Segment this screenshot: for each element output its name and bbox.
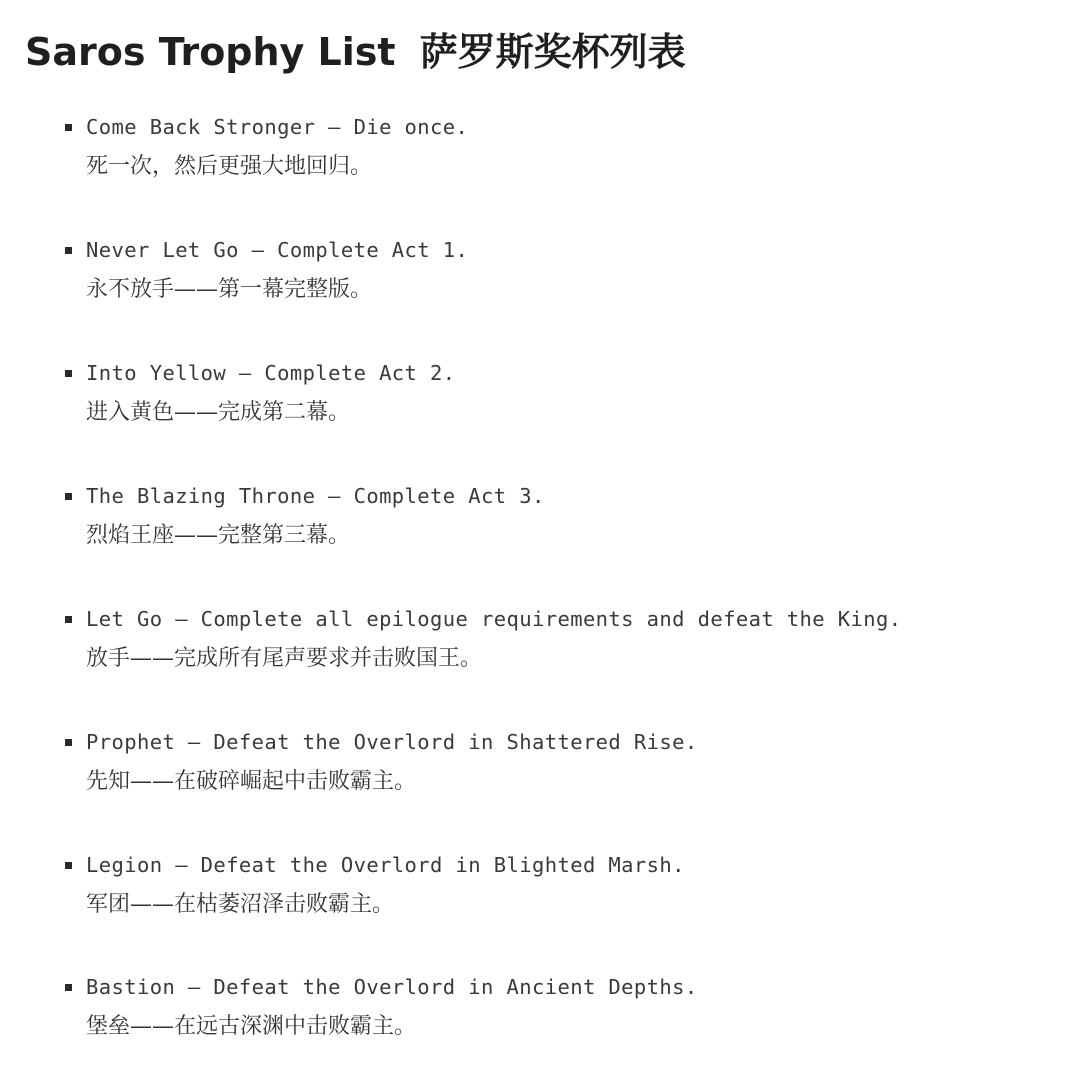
trophy-title-en: Legion — Defeat the Overlord in Blighted Marsh. [86, 853, 685, 877]
trophy-title-en: Come Back Stronger — Die once. [86, 115, 469, 139]
trophy-title-zh: 进入黄色——完成第二幕。 [86, 400, 351, 425]
bullet-icon [65, 247, 72, 254]
trophy-item [0, 356, 1080, 466]
trophy-title-zh: 永不放手——第一幕完整版。 [86, 277, 373, 302]
page-title [25, 22, 686, 82]
trophy-title-en: The Blazing Throne — Complete Act 3. [86, 484, 545, 508]
trophy-title-en: Prophet — Defeat the Overlord in Shattered Rise. [86, 730, 698, 754]
trophy-item [0, 110, 1080, 220]
trophy-title-en: Let Go — Complete all epilogue requirements and defeat the King. [86, 607, 902, 631]
trophy-item [0, 970, 1080, 1080]
trophy-title-zh: 放手——完成所有尾声要求并击败国王。 [86, 646, 483, 671]
trophy-title-zh: 死一次，然后更强大地回归。 [86, 154, 373, 179]
trophy-title-en: Bastion — Defeat the Overlord in Ancient Depths. [86, 975, 698, 999]
trophy-item [0, 602, 1080, 712]
trophy-title-zh: 堡垒——在远古深渊中击败霸主。 [86, 1014, 417, 1039]
bullet-icon [65, 616, 72, 623]
trophy-title-en: Never Let Go — Complete Act 1. [86, 238, 469, 262]
trophy-item [0, 848, 1080, 958]
bullet-icon [65, 739, 72, 746]
trophy-item [0, 479, 1080, 589]
trophy-title-zh: 军团——在枯萎沼泽击败霸主。 [86, 892, 395, 917]
trophy-item [0, 233, 1080, 343]
bullet-icon [65, 124, 72, 131]
bullet-icon [65, 370, 72, 377]
page-title-en: Saros Trophy List [25, 30, 396, 74]
page-title-zh: 萨罗斯奖杯列表 [419, 30, 686, 74]
trophy-item [0, 725, 1080, 835]
trophy-title-zh: 烈焰王座——完整第三幕。 [86, 523, 351, 548]
trophy-title-zh: 先知——在破碎崛起中击败霸主。 [86, 769, 417, 794]
bullet-icon [65, 984, 72, 991]
bullet-icon [65, 862, 72, 869]
trophy-title-en: Into Yellow — Complete Act 2. [86, 361, 456, 385]
bullet-icon [65, 493, 72, 500]
